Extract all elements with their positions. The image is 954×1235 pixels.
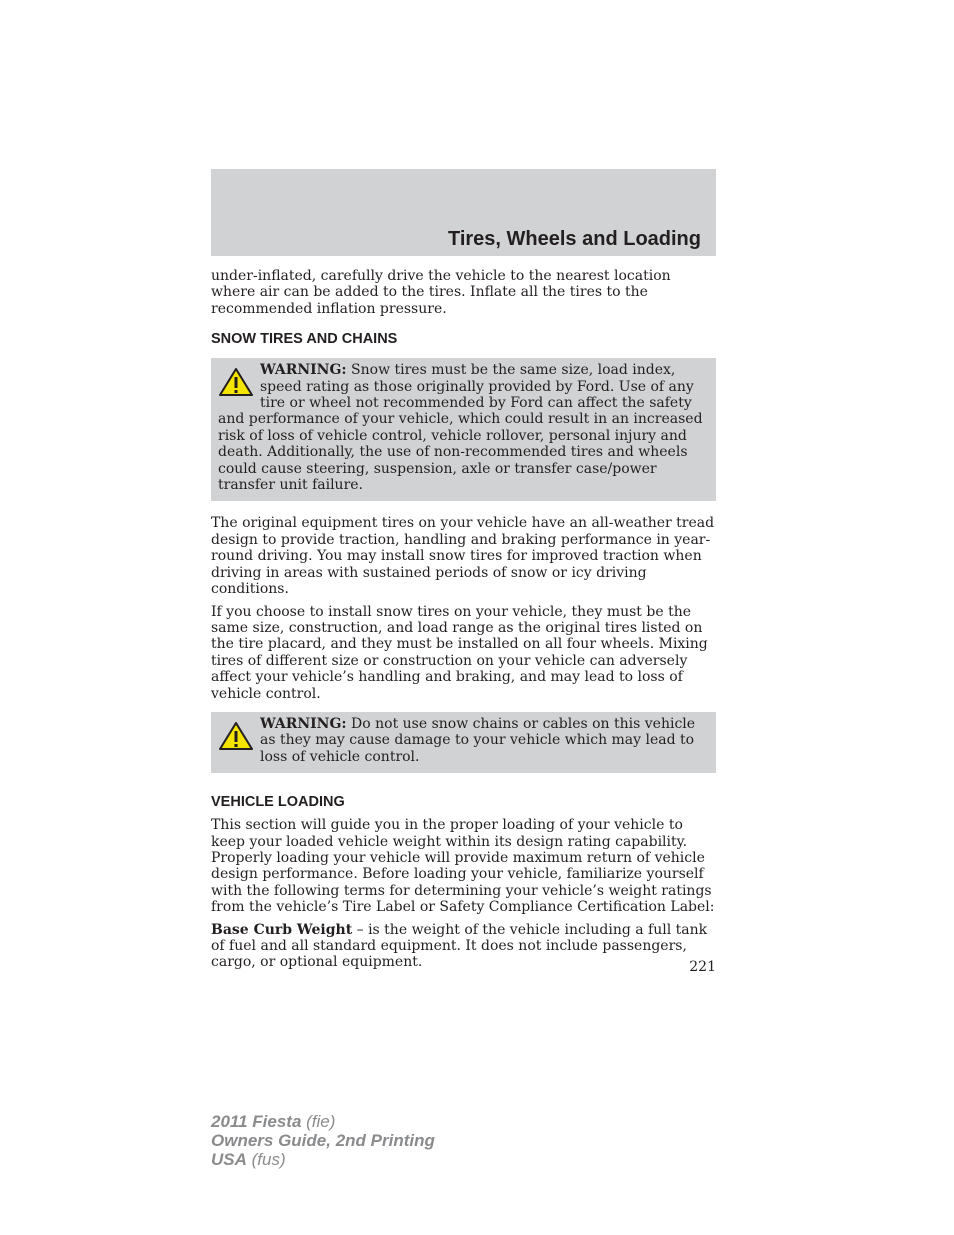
warning-label: WARNING: — [260, 362, 347, 379]
intro-paragraph: under-inflated, carefully drive the vehicle to the nearest location where air can be added to the tires. Inflate all the tires to the recommended inflation pressure. — [211, 268, 671, 317]
snow-paragraph-2: If you choose to install snow tires on your vehicle, they must be the same size, construction, and load range as the original tires listed on the tire placard, and they must be installed on all four wheels. Mixing tires of different size or construction on your vehicle can adversely affect your vehicle’s handling and braking, and may lead to loss of vehicle control. — [211, 603, 708, 702]
snow-paragraph-1: The original equipment tires on your vehicle have an all-weather tread design to provide traction, handling and braking performance in year-round driving. You may install snow tires for improved traction when driving in areas with sustained periods of snow or icy driving conditions. — [211, 515, 715, 598]
warning-box-snow-tires — [211, 358, 716, 501]
footer-line-market: USA (fus) — [211, 1150, 286, 1169]
warning-label: WARNING: — [260, 715, 347, 732]
footer-line-guide: Owners Guide, 2nd Printing — [211, 1131, 435, 1150]
snow-tires-heading: SNOW TIRES AND CHAINS — [211, 331, 398, 348]
term-definition: – is the weight of the vehicle including a full tank of fuel and all standard equipment. It does not include passengers, cargo, or optional equipment. — [211, 921, 708, 971]
warning-triangle-icon — [218, 367, 254, 397]
chapter-header-band — [211, 169, 716, 256]
chapter-title: Tires, Wheels and Loading — [447, 228, 701, 250]
document-footer — [211, 1112, 435, 1169]
warning-text: Do not use snow chains or cables on this vehicle as they may cause damage to your vehicle which may lead to loss of vehicle control. — [260, 715, 696, 765]
warning-triangle-icon — [218, 721, 254, 751]
page-number: 221 — [689, 959, 716, 975]
term-base-curb-weight: Base Curb Weight — [211, 921, 353, 938]
page-content — [211, 268, 716, 977]
warning-box-snow-chains — [211, 712, 716, 773]
loading-paragraph-1: This section will guide you in the proper loading of your vehicle to keep your loaded vehicle weight within its design rating capability. Properly loading your vehicle will provide maximum return of vehicle design performance. Before loading your vehicle, familiarize yourself with the following terms for determining your vehicle’s weight ratings from the vehicle’s Tire Label or Safety Compliance Certification Label: — [211, 817, 715, 916]
footer-line-model: 2011 Fiesta (fie) — [211, 1112, 336, 1131]
warning-text: Snow tires must be the same size, load index, speed rating as those originally provided by Ford. Use of any tire or wheel not recommended by Ford can affect the safety and performance of your vehicle, which could result in an increased risk of loss of vehicle control, vehicle rollover, personal injury and death. Additionally, the use of non-recommended tires and wheels could cause steering, suspension, axle or transfer case/power transfer unit failure. — [218, 362, 703, 494]
vehicle-loading-heading: VEHICLE LOADING — [211, 794, 345, 811]
